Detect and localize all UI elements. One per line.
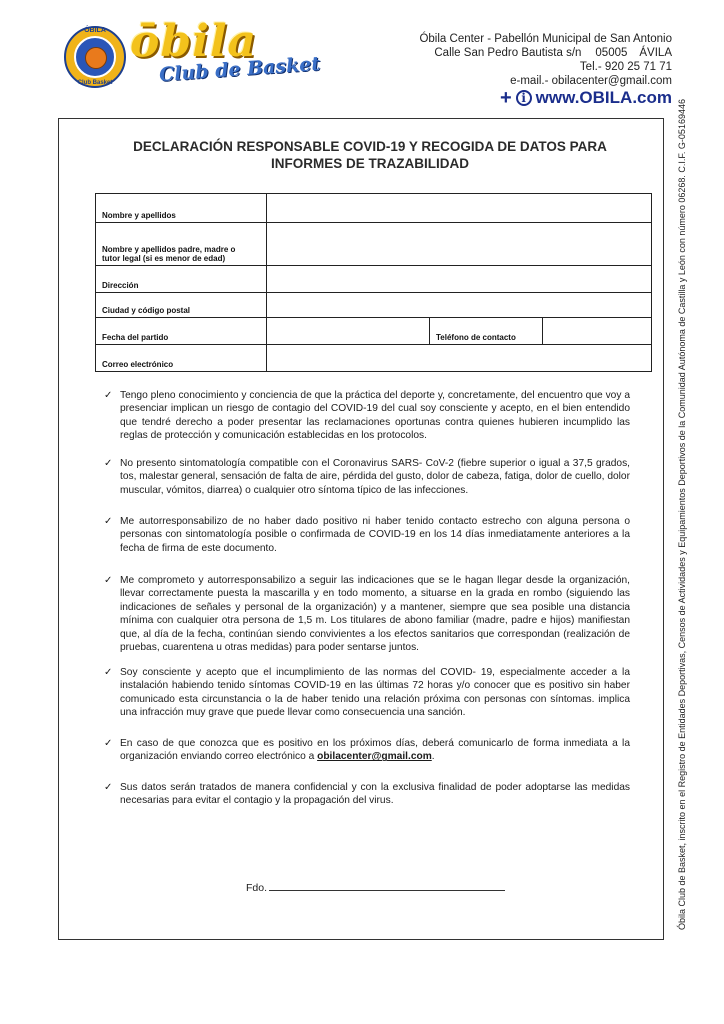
zip-text: 05005 <box>595 47 628 59</box>
signature-area <box>246 880 505 894</box>
email-label: Correo electrónico <box>96 345 267 372</box>
info-icon: i <box>516 90 532 106</box>
contact-block <box>419 32 672 88</box>
signature-line[interactable] <box>269 880 505 891</box>
website-url[interactable]: www.OBILA.com <box>535 88 672 107</box>
clause-text-main: En caso de que conozca que es positivo en los próximos días, deberá comunicarlo de forma inmediata a la organización enviando correo electrónico a <box>120 738 630 763</box>
email-line: e-mail.- obilacenter@gmail.com <box>510 75 672 87</box>
clause-text: No presento sintomatología compatible con el Coronavirus SARS- CoV-2 (fiebre superior o igual a 37,5 grados, tos, malestar general, sensación de falta de aire, pérdida del gusto, dolor de cabeza, fatiga, dolor de cuello, dolor muscular, vómitos, diarrea) o cualquier otro síntoma típico de las infecciones. <box>120 458 630 496</box>
club-logo-badge <box>64 26 126 88</box>
address-label: Dirección <box>96 266 267 293</box>
clause-risk-acceptance <box>104 389 630 443</box>
clause-text: Me autorresponsabilizo de no haber dado positivo ni haber tenido contacto estrecho con alguna persona o personas con sintomatología posible o confirmada de COVID-19 en los 14 días inmediatamente anteriores a la fecha de firma de este documento. <box>120 516 630 554</box>
email-field[interactable] <box>267 345 652 372</box>
document-title <box>90 138 650 172</box>
clause-follow-instructions <box>104 574 630 654</box>
city-field[interactable] <box>267 293 652 318</box>
basketball-icon <box>85 47 107 69</box>
signature-label: Fdo. <box>246 882 268 894</box>
plus-icon: + <box>499 87 512 109</box>
clause-text: Tengo pleno conocimiento y conciencia de que la práctica del deporte y, concretamente, del encuentro que voy a presenciar implican un riesgo de contagio del COVID-19 del cual soy consciente y acepto, en el bien entendido que tendré derecho a poder presentar las reclamaciones oportunas contra quienes hubieren incumplido las reglas de protección y comunicación establecidas en los protocolos. <box>120 390 630 442</box>
check-icon: ✓ <box>104 667 113 678</box>
brand-subtitle-logo: Club de Basket <box>158 52 321 86</box>
check-icon: ✓ <box>104 516 113 527</box>
name-field[interactable] <box>267 194 652 223</box>
document-title-line1: DECLARACIÓN RESPONSABLE COVID-19 Y RECOGIDA DE DATOS PARA <box>133 139 607 154</box>
check-icon: ✓ <box>104 575 113 586</box>
document-title-line2: INFORMES DE TRAZABILIDAD <box>271 156 469 171</box>
match-date-field[interactable] <box>267 318 430 345</box>
phone-line: Tel.- 920 25 71 71 <box>579 61 672 73</box>
brand-name-logo: ōbila <box>130 16 258 67</box>
check-icon: ✓ <box>104 390 113 401</box>
match-date-label: Fecha del partido <box>96 318 267 345</box>
guardian-label-line2: tutor legal (si es menor de edad) <box>102 254 226 263</box>
check-icon: ✓ <box>104 458 113 469</box>
clause-report-positive <box>104 737 630 764</box>
address-field[interactable] <box>267 266 652 293</box>
name-label: Nombre y apellidos <box>96 194 267 223</box>
logo-badge-bottom-text: Club Basket <box>77 80 113 86</box>
check-icon: ✓ <box>104 782 113 793</box>
registry-side-note: Óbila Club de Basket, inscrito en el Registro de Entidades Deportivas, Censos de Actividades y Equipamientos Deportivos de la Comunidad Autónoma de Castilla y León con número 06268. C.I.F. G-05169446 <box>677 99 687 930</box>
city-label: Ciudad y código postal <box>96 293 267 318</box>
clause-no-symptoms <box>104 457 630 497</box>
logo-badge-top-text: ÓBILA <box>84 27 106 34</box>
website-line <box>500 88 672 108</box>
clause-text: Sus datos serán tratados de manera confidencial y con la exclusiva finalidad de poder adoptarse las medidas necesarias para evitar el contagio y la propagación del virus. <box>120 782 630 807</box>
phone-field[interactable] <box>543 318 652 345</box>
clause-no-contact <box>104 515 630 555</box>
street-text: Calle San Pedro Bautista s/n <box>434 47 582 59</box>
clause-sanctions <box>104 666 630 720</box>
guardian-field[interactable] <box>267 223 652 266</box>
phone-label: Teléfono de contacto <box>430 318 543 345</box>
guardian-label <box>96 223 267 266</box>
address-line <box>419 46 672 60</box>
clause-data-privacy <box>104 781 630 808</box>
check-icon: ✓ <box>104 738 113 749</box>
guardian-label-line1: Nombre y apellidos padre, madre o <box>102 245 236 254</box>
logo-badge-inner <box>74 36 116 78</box>
contact-email-link[interactable]: obilacenter@gmail.com <box>317 751 432 763</box>
clause-text-end: . <box>431 751 435 763</box>
clause-text <box>120 737 630 764</box>
venue-line: Óbila Center - Pabellón Municipal de San Antonio <box>419 33 672 45</box>
clause-text: Soy consciente y acepto que el incumplimiento de las normas del COVID- 19, especialmente acceder a la instalación habiendo tenido síntomas COVID-19 en las últimas 72 horas y/o conocer que es positivo sin haber comunicado esta circunstancia o la de haber tenido una relación próxima con personas con síntomas. implica una infracción muy grave que puede llevar como consecuencia una sanción. <box>120 667 630 719</box>
city-text: ÁVILA <box>639 47 672 59</box>
personal-data-form <box>95 193 652 372</box>
clause-text: Me comprometo y autorresponsabilizo a seguir las indicaciones que se le hagan llegar desde la organización, llevar correctamente puesta la mascarilla y en todo momento, a situarse en la grada en rombo (siguiendo las indicaciones de señales y personal de la organización) y a mantener, siempre que sea posible una distancia mínima con cualquier otra persona de 1,5 m. Los titulares de abono familiar (madre, padre e hijos) manifiestan que, al día de la fecha, continúan siendo convivientes a los efectos sanitarios que correspondan (realización de pruebas, cuarentena u otras medidas) para poder sentarse juntos. <box>120 575 630 654</box>
